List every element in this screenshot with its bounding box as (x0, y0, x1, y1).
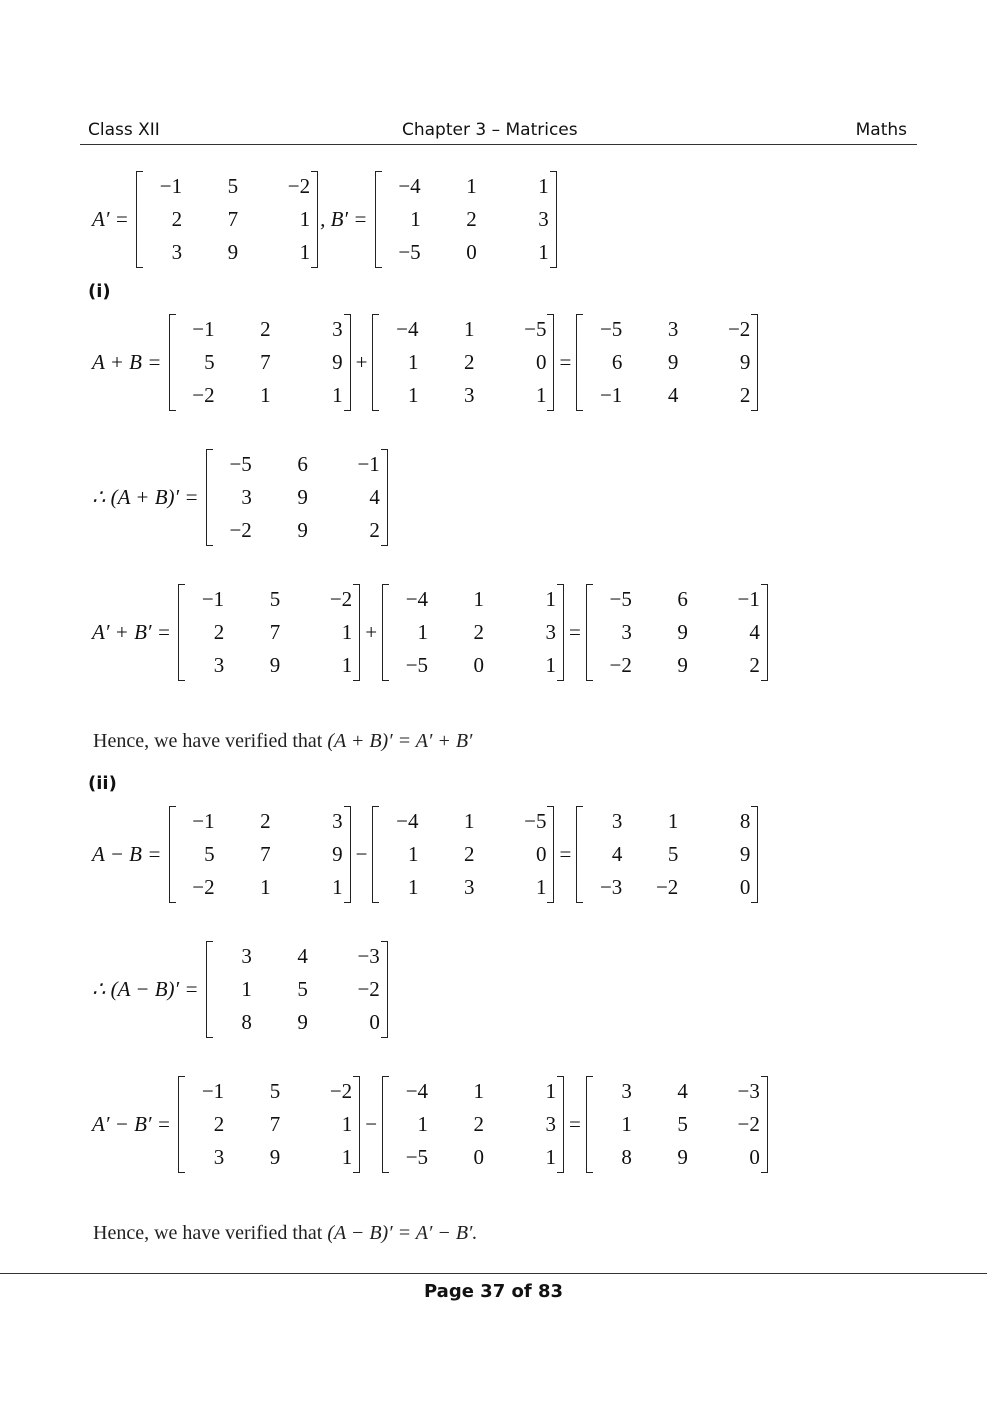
matrix (178, 583, 360, 682)
matrix-cell: 2 (739, 383, 751, 407)
matrix-cell: 1 (545, 1145, 557, 1169)
matrix-cell: 4 (297, 944, 308, 968)
matrix-cell: −5 (524, 809, 547, 833)
math-text: ∴ (A − B)′ = (92, 977, 204, 1001)
matrix-cell: 5 (204, 842, 215, 866)
matrix-cell: −5 (229, 452, 252, 476)
math-operator: = (559, 842, 572, 866)
matrix-cell: 1 (410, 207, 421, 231)
matrix (206, 448, 388, 547)
matrix (372, 805, 554, 904)
math-operator: + (365, 620, 378, 644)
matrix-cell: 0 (535, 842, 547, 866)
matrix-cell: 3 (332, 317, 343, 341)
header-divider (80, 144, 917, 145)
matrix-cell: −1 (159, 174, 183, 198)
matrix-cell: 4 (677, 1079, 688, 1103)
matrix-cell: 9 (677, 653, 688, 677)
equation-a-minus-b (92, 805, 760, 904)
matrix (586, 583, 768, 682)
matrix-cell: 8 (739, 809, 751, 833)
matrix-cell: 1 (417, 1112, 429, 1136)
matrix-cell: −2 (192, 383, 215, 407)
matrix-cell: 2 (463, 842, 475, 866)
conclusion-2 (93, 1222, 477, 1245)
math-operator: + (355, 350, 368, 374)
matrix-cell: −2 (357, 977, 380, 1001)
matrix-cell: 2 (473, 620, 485, 644)
matrix-cell: 3 (667, 317, 679, 341)
matrix-cell: −4 (396, 809, 419, 833)
matrix-cell: −1 (737, 587, 760, 611)
math-text: , B′ = (320, 207, 373, 231)
matrix-cell: 0 (473, 1145, 485, 1169)
matrix-cell: 0 (369, 1010, 380, 1034)
math-text: A′ = (92, 207, 135, 231)
matrix-cell: 9 (297, 518, 308, 542)
matrix-cell: 6 (677, 587, 688, 611)
matrix (586, 1075, 768, 1174)
matrix-cell: −2 (737, 1112, 760, 1136)
footer-divider (0, 1273, 987, 1274)
matrix-cell: 1 (260, 383, 271, 407)
matrix-cell: −1 (192, 317, 215, 341)
matrix (206, 940, 388, 1039)
matrix (382, 1075, 564, 1174)
matrix-cell: 3 (171, 240, 183, 264)
matrix-cell: 1 (545, 587, 557, 611)
matrix-cell: 9 (227, 240, 239, 264)
matrix-cell: 1 (407, 383, 419, 407)
matrix-cell: 9 (297, 485, 308, 509)
matrix-cell: 1 (260, 875, 271, 899)
matrix-cell: 5 (677, 1112, 688, 1136)
matrix-cell: −3 (357, 944, 380, 968)
matrix-cell: 0 (535, 350, 547, 374)
conclusion-text: Hence, we have verified that (93, 1222, 328, 1244)
matrix-cell: −4 (405, 1079, 429, 1103)
matrix-cell: 9 (269, 653, 281, 677)
matrix-cell: 1 (341, 653, 353, 677)
conclusion-text: Hence, we have verified that (93, 730, 328, 752)
equation-transposes (92, 170, 559, 269)
matrix-cell: −2 (609, 653, 632, 677)
matrix-cell: 3 (332, 809, 343, 833)
matrix-cell: 8 (621, 1145, 632, 1169)
matrix-cell: 0 (739, 875, 751, 899)
matrix-cell: 3 (611, 809, 623, 833)
math-operator: = (569, 620, 581, 644)
matrix-cell: 9 (332, 842, 343, 866)
part-label-ii: (ii) (88, 773, 117, 794)
equation-difference-of-transposes (92, 1075, 770, 1174)
equation-sum-of-transposes (92, 583, 770, 682)
matrix-cell: 5 (269, 1079, 281, 1103)
matrix-cell: 3 (621, 1079, 632, 1103)
equation-transpose-sum (92, 448, 390, 547)
matrix-cell: −5 (405, 1145, 429, 1169)
matrix-cell: −5 (599, 317, 623, 341)
matrix-cell: 7 (227, 207, 239, 231)
matrix-cell: 1 (341, 1112, 353, 1136)
matrix (169, 313, 351, 412)
matrix (375, 170, 557, 269)
matrix (372, 313, 554, 412)
matrix (169, 805, 351, 904)
matrix-cell: −2 (727, 317, 751, 341)
matrix-cell: 0 (749, 1145, 760, 1169)
matrix-cell: 0 (473, 653, 485, 677)
matrix-cell: 3 (213, 653, 225, 677)
math-text: ∴ (A + B)′ = (92, 485, 204, 509)
matrix-cell: 2 (213, 1112, 225, 1136)
matrix-cell: −2 (655, 875, 679, 899)
matrix-cell: 1 (538, 240, 549, 264)
matrix-cell: 2 (749, 653, 760, 677)
matrix-cell: 1 (341, 620, 353, 644)
matrix-cell: −1 (357, 452, 380, 476)
matrix-cell: −2 (287, 174, 311, 198)
matrix-cell: 1 (535, 383, 547, 407)
matrix (576, 805, 758, 904)
equation-transpose-difference (92, 940, 390, 1039)
matrix-cell: −1 (201, 587, 225, 611)
matrix-cell: 7 (269, 620, 281, 644)
matrix-cell: 8 (241, 1010, 252, 1034)
matrix-cell: 4 (667, 383, 679, 407)
matrix-cell: 1 (417, 620, 429, 644)
matrix-cell: 2 (213, 620, 225, 644)
matrix-cell: 2 (171, 207, 183, 231)
matrix (576, 313, 758, 412)
math-text: A′ + B′ = (92, 620, 177, 644)
matrix-cell: −4 (398, 174, 421, 198)
matrix-cell: 9 (739, 350, 751, 374)
matrix-cell: −2 (329, 1079, 353, 1103)
math-operator: = (569, 1112, 581, 1136)
matrix-cell: 1 (299, 240, 311, 264)
matrix-cell: 2 (260, 809, 271, 833)
matrix-cell: 2 (463, 350, 475, 374)
equation-a-plus-b (92, 313, 760, 412)
matrix-cell: −5 (609, 587, 632, 611)
matrix-cell: 9 (297, 1010, 308, 1034)
matrix-cell: 1 (538, 174, 549, 198)
matrix-cell: 9 (269, 1145, 281, 1169)
matrix-cell: −4 (396, 317, 419, 341)
math-text: A′ − B′ = (92, 1112, 177, 1136)
matrix (382, 583, 564, 682)
matrix-cell: 3 (463, 875, 475, 899)
matrix-cell: 5 (204, 350, 215, 374)
matrix-cell: −3 (737, 1079, 760, 1103)
matrix-cell: 1 (341, 1145, 353, 1169)
matrix-cell: 1 (407, 842, 419, 866)
matrix-cell: 1 (463, 809, 475, 833)
matrix-cell: 4 (369, 485, 380, 509)
math-operator: − (355, 842, 368, 866)
matrix-cell: 1 (299, 207, 311, 231)
matrix-cell: 2 (369, 518, 380, 542)
matrix-cell: 1 (545, 1079, 557, 1103)
matrix-cell: 7 (260, 350, 271, 374)
matrix-cell: 7 (269, 1112, 281, 1136)
math-text: A + B = (92, 350, 167, 374)
page-number: Page 37 of 83 (423, 1281, 564, 1302)
matrix-cell: 1 (621, 1112, 632, 1136)
matrix (136, 170, 318, 269)
matrix-cell: 1 (667, 809, 679, 833)
matrix-cell: 1 (332, 875, 343, 899)
matrix-cell: 1 (241, 977, 252, 1001)
math-operator: − (365, 1112, 378, 1136)
matrix-cell: 6 (297, 452, 308, 476)
matrix-cell: 3 (241, 944, 252, 968)
matrix-cell: 3 (545, 620, 557, 644)
matrix-cell: 5 (667, 842, 679, 866)
matrix (178, 1075, 360, 1174)
matrix-cell: 4 (749, 620, 760, 644)
matrix-cell: 3 (213, 1145, 225, 1169)
matrix-cell: 9 (739, 842, 751, 866)
matrix-cell: 3 (241, 485, 252, 509)
matrix-cell: 3 (538, 207, 549, 231)
matrix-cell: 9 (332, 350, 343, 374)
conclusion-math: (A + B)′ = A′ + B′ (327, 730, 473, 752)
matrix-cell: 1 (473, 1079, 485, 1103)
matrix-cell: 2 (466, 207, 477, 231)
conclusion-math: (A − B)′ = A′ − B′. (327, 1222, 478, 1244)
matrix-cell: 0 (466, 240, 477, 264)
matrix-cell: −1 (192, 809, 215, 833)
math-text: A − B = (92, 842, 167, 866)
matrix-cell: 3 (463, 383, 475, 407)
matrix-cell: 3 (545, 1112, 557, 1136)
header-subject: Maths (855, 120, 907, 140)
part-label-i: (i) (88, 281, 111, 302)
matrix-cell: 1 (463, 317, 475, 341)
matrix-cell: 6 (611, 350, 623, 374)
matrix-cell: 1 (535, 875, 547, 899)
matrix-cell: −4 (405, 587, 429, 611)
matrix-cell: −3 (599, 875, 623, 899)
header-class: Class XII (88, 120, 160, 140)
matrix-cell: −5 (524, 317, 547, 341)
matrix-cell: 2 (473, 1112, 485, 1136)
matrix-cell: −5 (398, 240, 421, 264)
matrix-cell: 1 (407, 350, 419, 374)
matrix-cell: −2 (192, 875, 215, 899)
matrix-cell: 3 (621, 620, 632, 644)
matrix-cell: 1 (332, 383, 343, 407)
matrix-cell: −2 (229, 518, 252, 542)
matrix-cell: −2 (329, 587, 353, 611)
conclusion-1 (93, 730, 472, 753)
matrix-cell: 7 (260, 842, 271, 866)
matrix-cell: 9 (677, 1145, 688, 1169)
math-operator: = (559, 350, 572, 374)
header-chapter: Chapter 3 – Matrices (402, 120, 578, 140)
matrix-cell: 5 (297, 977, 308, 1001)
matrix-cell: 9 (677, 620, 688, 644)
matrix-cell: 5 (227, 174, 239, 198)
matrix-cell: 1 (407, 875, 419, 899)
matrix-cell: 4 (611, 842, 623, 866)
matrix-cell: 5 (269, 587, 281, 611)
matrix-cell: 1 (473, 587, 485, 611)
matrix-cell: −5 (405, 653, 429, 677)
matrix-cell: 2 (260, 317, 271, 341)
matrix-cell: 1 (466, 174, 477, 198)
matrix-cell: −1 (599, 383, 623, 407)
matrix-cell: 9 (667, 350, 679, 374)
matrix-cell: −1 (201, 1079, 225, 1103)
matrix-cell: 1 (545, 653, 557, 677)
